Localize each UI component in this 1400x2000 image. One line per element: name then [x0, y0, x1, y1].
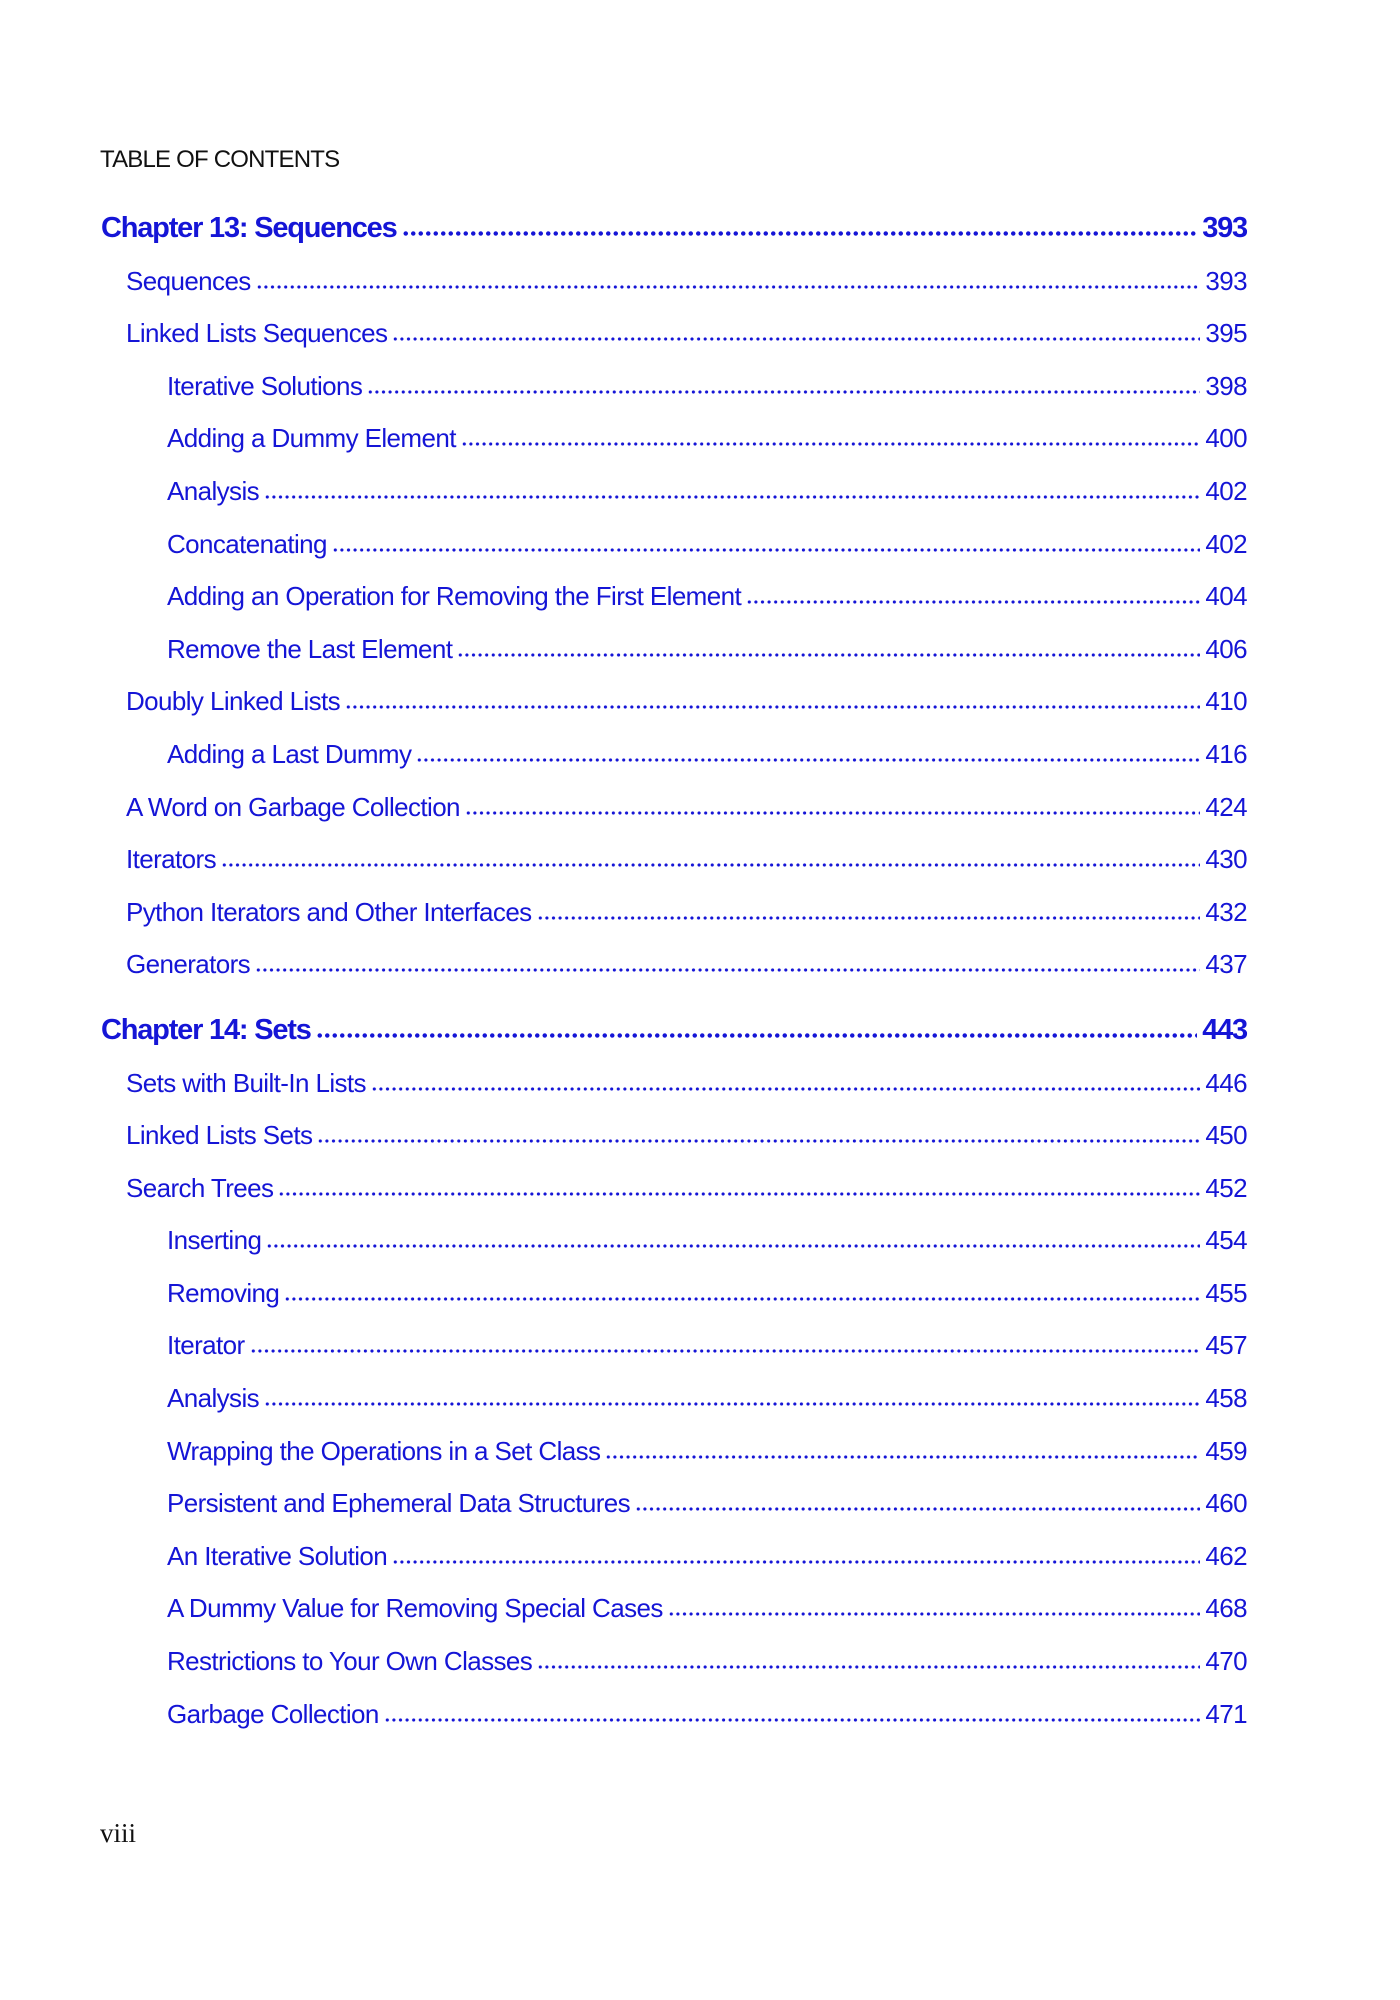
toc-entry-title: Doubly Linked Lists [126, 686, 341, 717]
toc-entry-link[interactable] [101, 781, 1247, 834]
dot-leader [264, 490, 1200, 500]
dot-leader [537, 1660, 1200, 1670]
dot-leader [332, 543, 1201, 553]
toc-entry-page: 400 [1205, 423, 1247, 454]
toc-chapter-link[interactable] [101, 1004, 1247, 1057]
toc-entry-title: Analysis [167, 1383, 260, 1414]
dot-leader [255, 963, 1200, 973]
toc-entry-link[interactable] [101, 412, 1247, 465]
toc-entry-title: A Word on Garbage Collection [126, 791, 460, 822]
toc-entry-link[interactable] [101, 465, 1247, 518]
toc-chapter-link[interactable] [101, 202, 1247, 255]
toc-entry-title: Garbage Collection [167, 1698, 379, 1729]
toc-entry-title: Persistent and Ephemeral Data Structures [167, 1488, 631, 1519]
toc-entry-title: Linked Lists Sets [126, 1120, 313, 1151]
dot-leader [221, 858, 1200, 868]
page-number: viii [100, 1818, 137, 1848]
toc-entry-page: 455 [1205, 1277, 1247, 1308]
toc-entry-title: Adding a Dummy Element [167, 423, 456, 454]
toc-entry-title: Restrictions to Your Own Classes [167, 1646, 533, 1677]
toc-entry-page: 430 [1205, 844, 1247, 875]
toc-entry-link[interactable] [101, 307, 1247, 360]
toc-entry-page: 454 [1205, 1225, 1247, 1256]
toc-entry-title: Chapter 13: Sequences [101, 212, 397, 244]
dot-leader [416, 753, 1200, 763]
dot-leader [316, 1029, 1198, 1039]
toc-entry-link[interactable] [101, 1214, 1247, 1267]
dot-leader [317, 1134, 1200, 1144]
toc-entry-page: 468 [1205, 1593, 1247, 1624]
dot-leader [537, 911, 1201, 921]
dot-leader [668, 1607, 1201, 1617]
dot-leader [264, 1397, 1200, 1407]
dot-leader [392, 1555, 1200, 1565]
toc-entry-page: 402 [1205, 475, 1247, 506]
toc-entry-page: 460 [1205, 1488, 1247, 1519]
toc-entry-title: An Iterative Solution [167, 1540, 388, 1571]
toc-entry-page: 470 [1205, 1646, 1247, 1677]
toc-entry-page: 437 [1205, 949, 1247, 980]
dot-leader [278, 1187, 1200, 1197]
toc-entry-title: Wrapping the Operations in a Set Class [167, 1435, 601, 1466]
toc-entry-page: 398 [1205, 370, 1247, 401]
toc-entry-page: 395 [1205, 318, 1247, 349]
toc-entry-page: 410 [1205, 686, 1247, 717]
toc-entry-title: Iterators [126, 844, 216, 875]
toc-entry-title: Iterative Solutions [167, 370, 363, 401]
dot-leader [746, 595, 1200, 605]
toc-entry-page: 452 [1205, 1172, 1247, 1203]
toc-entry-link[interactable] [101, 1530, 1247, 1583]
toc-entry-page: 457 [1205, 1330, 1247, 1361]
toc-entry-page: 393 [1202, 212, 1247, 244]
toc-entry-link[interactable] [101, 360, 1247, 413]
dot-leader [371, 1082, 1200, 1092]
toc-entry-title: Chapter 14: Sets [101, 1013, 311, 1046]
toc-entry-title: Search Trees [126, 1172, 274, 1203]
toc-entry-page: 416 [1205, 738, 1247, 769]
toc-entry-title: Inserting [167, 1225, 262, 1256]
dot-leader [384, 1713, 1201, 1723]
toc-entry-page: 404 [1205, 581, 1247, 612]
toc-entry-link[interactable] [101, 886, 1247, 939]
toc-entry-link[interactable] [101, 675, 1247, 728]
toc-entry-link[interactable] [101, 1319, 1247, 1372]
toc-entry-link[interactable] [101, 938, 1247, 991]
dot-leader [465, 806, 1200, 816]
toc-entry-page: 424 [1205, 791, 1247, 822]
toc-entry-page: 458 [1205, 1383, 1247, 1414]
dot-leader [457, 648, 1200, 658]
dot-leader [402, 227, 1198, 237]
table-of-contents [101, 202, 1247, 1740]
dot-leader [392, 332, 1200, 342]
toc-entry-title: Adding a Last Dummy [167, 738, 412, 769]
dot-leader [605, 1450, 1200, 1460]
toc-entry-title: Remove the Last Element [167, 633, 453, 664]
toc-entry-page: 406 [1205, 633, 1247, 664]
toc-entry-page: 402 [1205, 528, 1247, 559]
toc-entry-link[interactable] [101, 1425, 1247, 1478]
toc-entry-link[interactable] [101, 255, 1247, 308]
toc-entry-title: Sets with Built-In Lists [126, 1067, 366, 1098]
toc-entry-title: Analysis [167, 475, 260, 506]
toc-entry-link[interactable] [101, 1162, 1247, 1215]
toc-entry-link[interactable] [101, 623, 1247, 676]
dot-leader [256, 280, 1201, 290]
toc-entry-link[interactable] [101, 1372, 1247, 1425]
toc-entry-link[interactable] [101, 1635, 1247, 1688]
toc-entry-title: Sequences [126, 265, 251, 296]
toc-entry-link[interactable] [101, 570, 1247, 623]
dot-leader [635, 1502, 1200, 1512]
toc-entry-page: 446 [1205, 1067, 1247, 1098]
toc-entry-title: Adding an Operation for Removing the First Element [167, 581, 742, 612]
toc-entry-link[interactable] [101, 1582, 1247, 1635]
toc-entry-link[interactable] [101, 1267, 1247, 1320]
toc-entry-link[interactable] [101, 1477, 1247, 1530]
toc-entry-title: Generators [126, 949, 251, 980]
toc-entry-page: 450 [1205, 1120, 1247, 1151]
dot-leader [367, 385, 1200, 395]
toc-entry-title: A Dummy Value for Removing Special Cases [167, 1593, 663, 1624]
toc-entry-page: 393 [1205, 265, 1247, 296]
toc-entry-page: 459 [1205, 1435, 1247, 1466]
dot-leader [284, 1292, 1200, 1302]
toc-entry-link[interactable] [101, 518, 1247, 571]
toc-entry-page: 471 [1205, 1698, 1247, 1729]
dot-leader [266, 1239, 1200, 1249]
toc-entry-title: Linked Lists Sequences [126, 318, 388, 349]
toc-entry-page: 432 [1205, 896, 1247, 927]
toc-entry-page: 462 [1205, 1540, 1247, 1571]
toc-entry-link[interactable] [101, 1109, 1247, 1162]
dot-leader [461, 437, 1201, 447]
dot-leader [345, 700, 1200, 710]
toc-entry-title: Iterator [167, 1330, 245, 1361]
toc-entry-link[interactable] [101, 833, 1247, 886]
toc-entry-link[interactable] [101, 1688, 1247, 1741]
toc-entry-page: 443 [1202, 1013, 1247, 1046]
toc-entry-link[interactable] [101, 1057, 1247, 1110]
toc-entry-title: Python Iterators and Other Interfaces [126, 896, 532, 927]
running-header: TABLE OF CONTENTS [100, 146, 340, 173]
toc-entry-title: Removing [167, 1277, 280, 1308]
dot-leader [250, 1344, 1201, 1354]
toc-entry-title: Concatenating [167, 528, 327, 559]
toc-entry-link[interactable] [101, 728, 1247, 781]
